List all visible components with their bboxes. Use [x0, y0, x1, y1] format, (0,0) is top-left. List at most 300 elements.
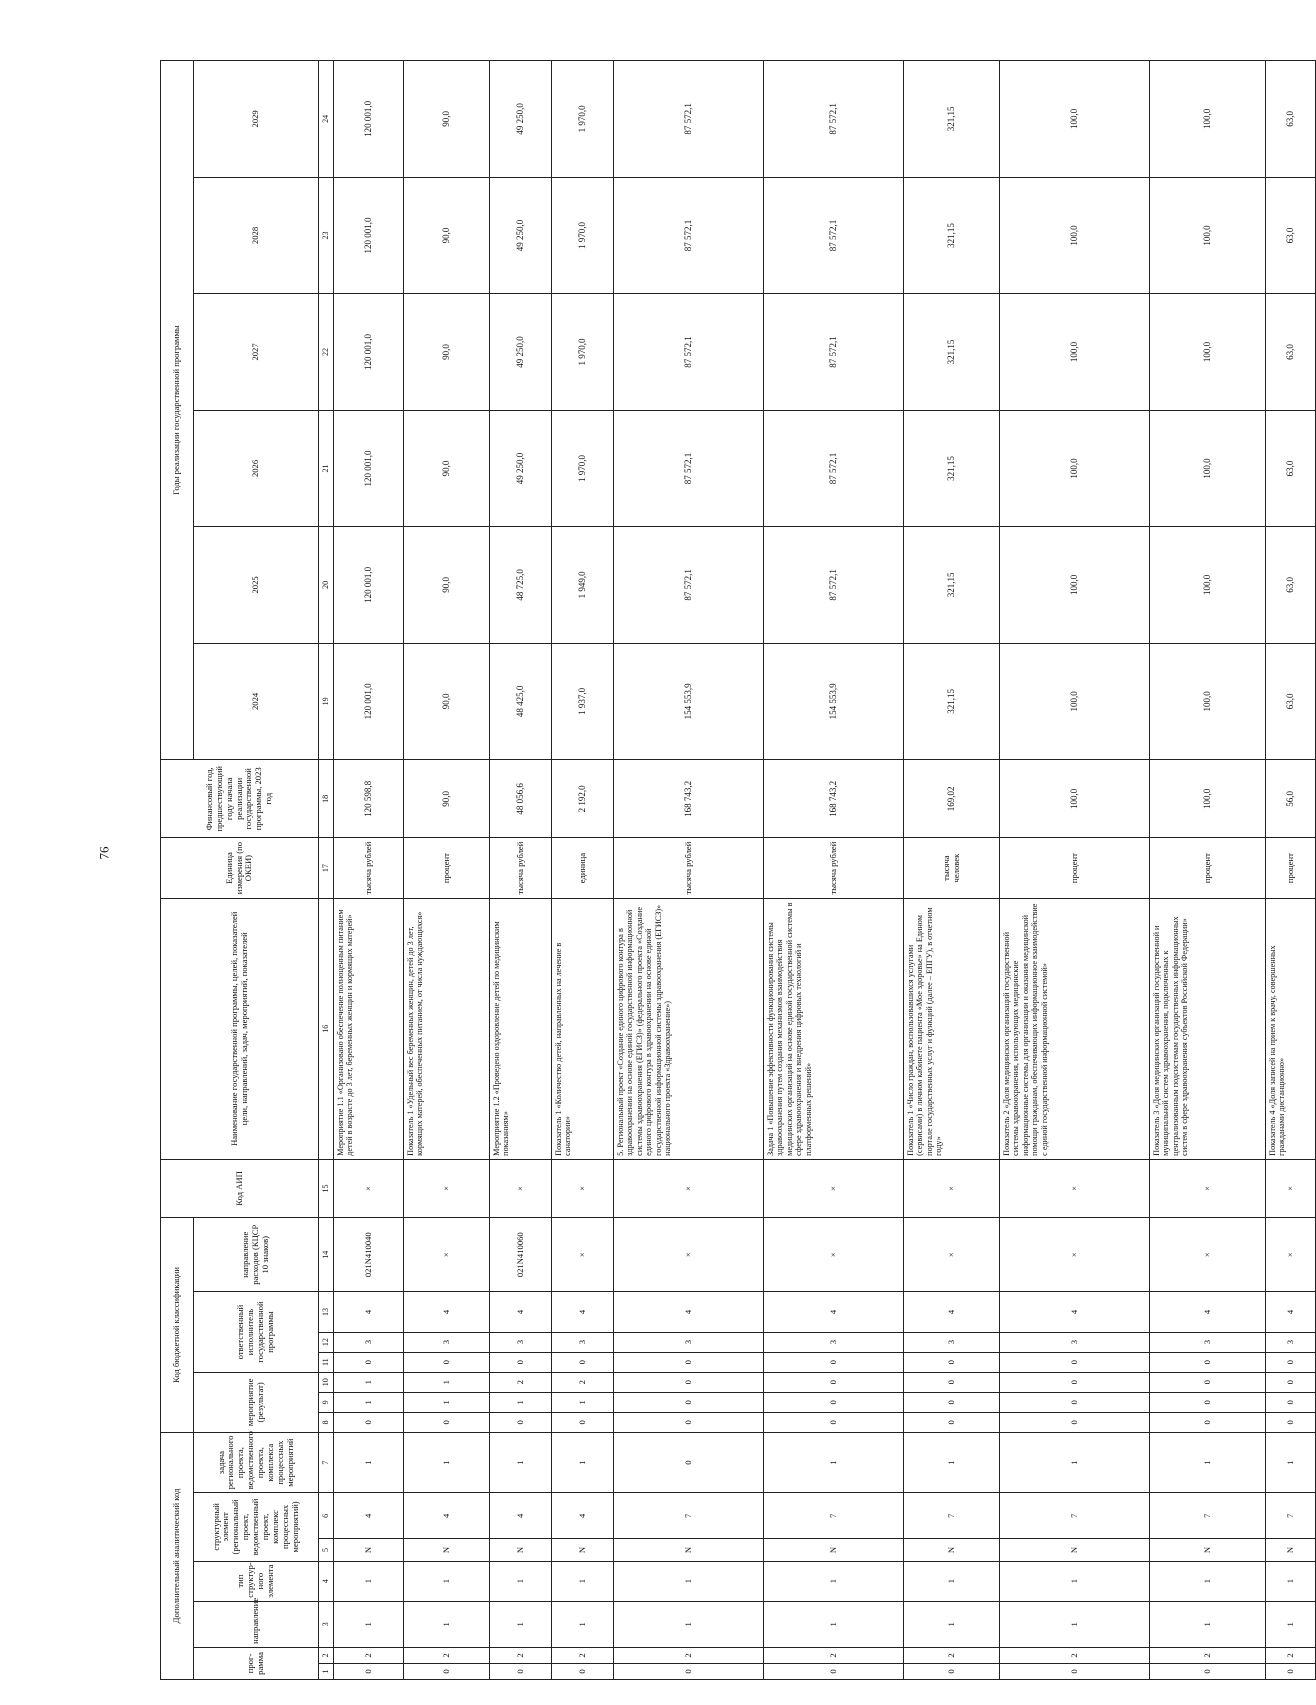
year-value: 90,0 [404, 61, 490, 178]
column-number: 24 [319, 61, 334, 178]
kcsr-cell: × [404, 1218, 490, 1292]
year-value: 63,0 [1266, 527, 1316, 643]
code-cell: 1 [552, 1432, 614, 1492]
struct-element-header: структурный элемент (региональный проект, ведомственный проект, комплекс процессных мероприятий) [194, 1493, 319, 1561]
column-number: 1 [319, 1663, 334, 1679]
code-cell: 4 [490, 1493, 552, 1539]
code-cell: 0 [764, 1372, 904, 1392]
table-row [1150, 61, 1266, 1680]
year-value: 120 001,0 [334, 643, 404, 759]
year-value: 49 250,0 [490, 61, 552, 178]
code-cell: 0 [1266, 1663, 1316, 1679]
year-value: 100,0 [1000, 177, 1150, 293]
code-cell: 1 [334, 1392, 404, 1412]
code-cell: 4 [404, 1292, 490, 1332]
code-cell: 0 [1000, 1372, 1150, 1392]
code-cell: 1 [764, 1561, 904, 1601]
code-cell: 0 [334, 1352, 404, 1372]
code-cell: 7 [904, 1493, 1000, 1539]
analytic-code-header: Дополнительный аналитический код [161, 1432, 194, 1679]
code-cell: 1 [1150, 1601, 1266, 1647]
code-cell: 0 [904, 1392, 1000, 1412]
year-value: 87 572,1 [764, 410, 904, 526]
code-cell: 7 [614, 1493, 764, 1539]
code-cell: 4 [334, 1292, 404, 1332]
year-value: 49 250,0 [490, 410, 552, 526]
unit-cell: единица [552, 838, 614, 898]
column-number: 22 [319, 294, 334, 410]
table-row [1000, 61, 1150, 1680]
code-cell: 0 [614, 1432, 764, 1492]
code-cell: 4 [404, 1493, 490, 1539]
aip-cell: × [764, 1159, 904, 1217]
kcsr-cell: 021N410040 [334, 1218, 404, 1292]
aip-cell: × [404, 1159, 490, 1217]
code-cell: 3 [552, 1332, 614, 1352]
code-cell: N [404, 1539, 490, 1561]
code-cell: 3 [334, 1332, 404, 1352]
code-cell: N [1000, 1539, 1150, 1561]
code-cell: 1 [334, 1372, 404, 1392]
code-cell: 4 [490, 1292, 552, 1332]
code-cell: 0 [334, 1663, 404, 1679]
code-cell: 1 [490, 1392, 552, 1412]
code-cell: 0 [1266, 1372, 1316, 1392]
code-cell: 0 [764, 1412, 904, 1432]
year-value: 100,0 [1150, 294, 1266, 410]
code-cell: 0 [764, 1392, 904, 1412]
code-cell: 0 [490, 1352, 552, 1372]
code-cell: 4 [614, 1292, 764, 1332]
name-cell: Мероприятие 1.1 «Организовано обеспечение полноценным питанием детей в возрасте до 3 лет, беременных женщин и кормящих матерей» [334, 898, 404, 1159]
code-cell: 0 [614, 1412, 764, 1432]
table-body [334, 61, 1316, 1680]
code-cell: 2 [552, 1647, 614, 1663]
program-table [160, 60, 1316, 1680]
code-cell: 0 [552, 1412, 614, 1432]
name-cell: Мероприятие 1.2 «Проведено оздоровление детей по медицинским показаниям» [490, 898, 552, 1159]
kcsr-cell: × [1150, 1218, 1266, 1292]
year-value: 321,15 [904, 410, 1000, 526]
year-value: 1 970,0 [552, 177, 614, 293]
aip-cell: × [1150, 1159, 1266, 1217]
code-cell: 1 [490, 1601, 552, 1647]
base-year-value: 48 056,6 [490, 760, 552, 838]
year-value: 90,0 [404, 177, 490, 293]
years-title-header: Годы реализации государственной программы [161, 61, 194, 760]
column-number: 4 [319, 1561, 334, 1601]
year-value: 100,0 [1000, 643, 1150, 759]
code-cell: 0 [490, 1663, 552, 1679]
year-value: 1 970,0 [552, 61, 614, 178]
column-number: 21 [319, 410, 334, 526]
code-cell: 0 [614, 1663, 764, 1679]
year-value: 100,0 [1150, 643, 1266, 759]
year-value: 1 970,0 [552, 294, 614, 410]
year-value: 1 937,0 [552, 643, 614, 759]
year-value: 100,0 [1000, 61, 1150, 178]
program-header: прог-рамма [194, 1647, 319, 1679]
year-value: 100,0 [1000, 294, 1150, 410]
name-cell: Показатель 3 «Доля медицинских организаций государственной и муниципальной систем здравоохранения, подключенных к централизованным подсистемам государственных информационных систем в сфере здравоохранения субъектов Российской Федерации» [1150, 898, 1266, 1159]
year-value: 48 725,0 [490, 527, 552, 643]
code-cell: 0 [552, 1663, 614, 1679]
year-value: 321,15 [904, 643, 1000, 759]
struct-type-header: тип структур-ного элемента [194, 1561, 319, 1601]
code-cell: 3 [614, 1332, 764, 1352]
year-value: 63,0 [1266, 177, 1316, 293]
code-cell: 0 [1000, 1352, 1150, 1372]
year-value: 63,0 [1266, 643, 1316, 759]
code-cell: 4 [334, 1493, 404, 1539]
aip-cell: × [490, 1159, 552, 1217]
code-cell: 0 [1000, 1392, 1150, 1412]
code-cell: 0 [1150, 1352, 1266, 1372]
column-number: 12 [319, 1332, 334, 1352]
year-value: 87 572,1 [614, 61, 764, 178]
code-cell: 1 [552, 1561, 614, 1601]
kcsr-cell: × [552, 1218, 614, 1292]
code-cell: 1 [334, 1561, 404, 1601]
year-value: 154 553,9 [614, 643, 764, 759]
table-row [552, 61, 614, 1680]
code-cell: 1 [1000, 1432, 1150, 1492]
rotated-sheet-wrapper [160, 60, 1296, 1680]
name-cell: Показатель 2 «Доля медицинских организаций государственной системы здравоохранения, использующих медицинские информационные системы для организации и оказания медицинской помощи гражданам, обеспечивающих информационное взаимодействие с единой государственной информационной системой» [1000, 898, 1150, 1159]
year-value: 48 425,0 [490, 643, 552, 759]
code-cell: 2 [614, 1647, 764, 1663]
year-value: 120 001,0 [334, 177, 404, 293]
year-value: 87 572,1 [764, 177, 904, 293]
year-header: 2025 [194, 527, 319, 643]
year-header: 2026 [194, 410, 319, 526]
code-cell: 1 [1266, 1432, 1316, 1492]
year-value: 100,0 [1150, 527, 1266, 643]
year-value: 1 970,0 [552, 410, 614, 526]
column-number: 23 [319, 177, 334, 293]
year-value: 87 572,1 [614, 527, 764, 643]
code-cell: 4 [904, 1292, 1000, 1332]
code-cell: 1 [614, 1601, 764, 1647]
code-cell: 0 [404, 1663, 490, 1679]
table-row [334, 61, 404, 1680]
year-value: 100,0 [1150, 410, 1266, 526]
code-cell: 7 [1150, 1493, 1266, 1539]
code-cell: 1 [1000, 1601, 1150, 1647]
year-value: 100,0 [1000, 410, 1150, 526]
code-cell: 3 [1266, 1332, 1316, 1352]
year-value: 154 553,9 [764, 643, 904, 759]
code-cell: N [904, 1539, 1000, 1561]
code-cell: 1 [404, 1392, 490, 1412]
code-cell: 0 [614, 1352, 764, 1372]
code-cell: 4 [552, 1292, 614, 1332]
code-cell: 1 [1266, 1601, 1316, 1647]
code-cell: 0 [614, 1372, 764, 1392]
table-row [490, 61, 552, 1680]
kcsr-cell: × [1266, 1218, 1316, 1292]
code-cell: 4 [1266, 1292, 1316, 1332]
code-cell: N [614, 1539, 764, 1561]
code-cell: 1 [490, 1432, 552, 1492]
year-value: 120 001,0 [334, 527, 404, 643]
code-cell: 0 [552, 1352, 614, 1372]
name-cell: Показатель 4 «Доля записей на прием к врачу, совершенных гражданами дистанционно» [1266, 898, 1316, 1159]
unit-cell: тысяча рублей [614, 838, 764, 898]
column-number: 18 [319, 760, 334, 838]
year-value: 90,0 [404, 410, 490, 526]
name-cell: Задача 1 «Повышение эффективности функционирования системы здравоохранения путем создания механизмов взаимодействия медицинских организаций на основе единой государственной системы в сфере здравоохранения и внедрения цифровых технологий и платформенных решений» [764, 898, 904, 1159]
aip-code-header: Код АИП [161, 1159, 319, 1217]
year-value: 120 001,0 [334, 61, 404, 178]
base-year-value: 56,0 [1266, 760, 1316, 838]
column-number: 17 [319, 838, 334, 898]
base-year-value: 168 743,2 [764, 760, 904, 838]
code-cell: 7 [1000, 1493, 1150, 1539]
code-cell: 0 [404, 1352, 490, 1372]
code-cell: 1 [614, 1561, 764, 1601]
aip-cell: × [1000, 1159, 1150, 1217]
column-number: 2 [319, 1647, 334, 1663]
year-value: 321,15 [904, 61, 1000, 178]
code-cell: 1 [404, 1432, 490, 1492]
column-number: 13 [319, 1292, 334, 1332]
column-number: 14 [319, 1218, 334, 1292]
column-number: 7 [319, 1432, 334, 1492]
year-value: 87 572,1 [614, 410, 764, 526]
code-cell: 7 [764, 1493, 904, 1539]
code-cell: 0 [1266, 1392, 1316, 1412]
base-year-value: 2 192,0 [552, 760, 614, 838]
code-cell: 0 [764, 1352, 904, 1372]
base-year-value: 120 598,8 [334, 760, 404, 838]
executor-header: ответственный исполнитель государственной программы [194, 1292, 319, 1372]
code-cell: 1 [904, 1601, 1000, 1647]
year-value: 321,15 [904, 177, 1000, 293]
year-value: 87 572,1 [764, 61, 904, 178]
kcsr-cell: × [1000, 1218, 1150, 1292]
column-number-row [319, 61, 334, 1680]
direction-header: направление [194, 1601, 319, 1647]
code-cell: 0 [1266, 1352, 1316, 1372]
code-cell: 1 [764, 1432, 904, 1492]
column-number: 11 [319, 1352, 334, 1372]
base-year-value: 100,0 [1150, 760, 1266, 838]
year-value: 49 250,0 [490, 294, 552, 410]
base-year-value: 100,0 [1000, 760, 1150, 838]
code-cell: 1 [404, 1601, 490, 1647]
column-number: 6 [319, 1493, 334, 1539]
unit-cell: процент [1150, 838, 1266, 898]
code-cell: N [764, 1539, 904, 1561]
code-cell: 0 [614, 1392, 764, 1412]
code-cell: 2 [334, 1647, 404, 1663]
code-cell: 3 [404, 1332, 490, 1352]
unit-cell: процент [1266, 838, 1316, 898]
year-value: 1 949,0 [552, 527, 614, 643]
name-header: Наименование государственной программы, целей, показателей цели, направлений, задач, мероприятий, показателей [161, 898, 319, 1159]
code-cell: 3 [1150, 1332, 1266, 1352]
name-cell: Показатель 1 «Число граждан, воспользовавшихся услугами (сервисами) в личном кабинете пациента «Мое здоровье» на Едином портале государственных услуг и функций (далее – ЕПГУ), в отчетном году» [904, 898, 1000, 1159]
code-cell: 1 [1150, 1561, 1266, 1601]
year-value: 321,15 [904, 527, 1000, 643]
year-value: 63,0 [1266, 61, 1316, 178]
code-cell: 0 [1150, 1412, 1266, 1432]
kcsr-cell: × [764, 1218, 904, 1292]
code-cell: 2 [490, 1647, 552, 1663]
code-cell: 1 [334, 1601, 404, 1647]
aip-cell: × [1266, 1159, 1316, 1217]
base-year-value: 168 743,2 [614, 760, 764, 838]
code-cell: 1 [904, 1561, 1000, 1601]
aip-cell: × [552, 1159, 614, 1217]
year-value: 87 572,1 [764, 294, 904, 410]
column-number: 16 [319, 898, 334, 1159]
year-value: 63,0 [1266, 294, 1316, 410]
year-value: 100,0 [1150, 177, 1266, 293]
code-cell: 2 [1150, 1647, 1266, 1663]
year-value: 90,0 [404, 527, 490, 643]
code-cell: 0 [764, 1663, 904, 1679]
column-number: 20 [319, 527, 334, 643]
column-number: 9 [319, 1392, 334, 1412]
code-cell: 1 [404, 1561, 490, 1601]
code-cell: 3 [490, 1332, 552, 1352]
code-cell: 2 [764, 1647, 904, 1663]
column-number: 10 [319, 1372, 334, 1392]
year-value: 120 001,0 [334, 410, 404, 526]
year-value: 87 572,1 [614, 294, 764, 410]
unit-cell: тысяча рублей [764, 838, 904, 898]
code-cell: 0 [1150, 1372, 1266, 1392]
code-cell: 1 [1000, 1561, 1150, 1601]
table-row [404, 61, 490, 1680]
code-cell: 1 [552, 1601, 614, 1647]
year-value: 90,0 [404, 643, 490, 759]
code-cell: 3 [904, 1332, 1000, 1352]
code-cell: 0 [1150, 1663, 1266, 1679]
budget-code-header: Код бюджетной классификации [161, 1218, 194, 1433]
code-cell: N [1150, 1539, 1266, 1561]
code-cell: 1 [1150, 1432, 1266, 1492]
code-cell: N [552, 1539, 614, 1561]
column-number: 15 [319, 1159, 334, 1217]
year-value: 100,0 [1000, 527, 1150, 643]
code-cell: 0 [904, 1412, 1000, 1432]
unit-cell: тысяча рублей [334, 838, 404, 898]
code-cell: 3 [1000, 1332, 1150, 1352]
base-year-value: 169,02 [904, 760, 1000, 838]
aip-cell: × [904, 1159, 1000, 1217]
year-header: 2028 [194, 177, 319, 293]
code-cell: 0 [1266, 1412, 1316, 1432]
code-cell: N [490, 1539, 552, 1561]
year-value: 49 250,0 [490, 177, 552, 293]
table-row [1266, 61, 1316, 1680]
expense-dir-header: направление расходов (КЦСР 10 знаков) [194, 1218, 319, 1292]
year-header: 2029 [194, 61, 319, 178]
table-row [904, 61, 1000, 1680]
code-cell: 4 [552, 1493, 614, 1539]
year-value: 87 572,1 [764, 527, 904, 643]
name-cell: Показатель 1 «Количество детей, направленных на лечение в санатории» [552, 898, 614, 1159]
column-number: 8 [319, 1412, 334, 1432]
code-cell: 0 [1150, 1392, 1266, 1412]
code-cell: 1 [904, 1432, 1000, 1492]
code-cell: 2 [904, 1647, 1000, 1663]
code-cell: 1 [764, 1601, 904, 1647]
aip-cell: × [614, 1159, 764, 1217]
fin-year-header: Финансовый год, предшествующий году начала реализации государственной программы, 2023 год [161, 760, 319, 838]
code-cell: N [334, 1539, 404, 1561]
column-number: 19 [319, 643, 334, 759]
code-cell: 4 [764, 1292, 904, 1332]
column-number: 3 [319, 1601, 334, 1647]
code-cell: 0 [404, 1412, 490, 1432]
code-cell: 0 [1000, 1663, 1150, 1679]
code-cell: 2 [1000, 1647, 1150, 1663]
name-cell: Показатель 1 «Удельный вес беременных женщин, детей до 3 лет, кормящих матерей, обеспеченных питанием, от числа нуждающихся» [404, 898, 490, 1159]
table-row [764, 61, 904, 1680]
unit-cell: процент [1000, 838, 1150, 898]
code-cell: 2 [1266, 1647, 1316, 1663]
code-cell: 1 [552, 1392, 614, 1412]
name-cell: 5. Региональный проект «Создание единого цифрового контура в здравоохранении на основе единой государственной информационной системы здравоохранения (ЕГИСЗ)» (федерального проекта «Создание единого цифрового контура в здравоохранении на основе единой государственной информационной системы здравоохранения (ЕГИСЗ)» национального проекта «Здравоохранение») [614, 898, 764, 1159]
code-cell: 0 [490, 1412, 552, 1432]
code-cell: 0 [904, 1663, 1000, 1679]
unit-header: Единица измерения (по ОКЕИ) [161, 838, 319, 898]
unit-cell: тысяча рублей [490, 838, 552, 898]
code-cell: 0 [334, 1412, 404, 1432]
code-cell: 7 [1266, 1493, 1316, 1539]
code-cell: 0 [904, 1352, 1000, 1372]
base-year-value: 90,0 [404, 760, 490, 838]
unit-cell: тысяча человек [904, 838, 1000, 898]
code-cell: 1 [334, 1432, 404, 1492]
page-number: 76 [96, 846, 112, 860]
year-value: 120 001,0 [334, 294, 404, 410]
activity-header: мероприятие (результат) [194, 1372, 319, 1432]
year-value: 87 572,1 [614, 177, 764, 293]
code-cell: 1 [1266, 1561, 1316, 1601]
code-cell: 2 [490, 1372, 552, 1392]
code-cell: 1 [404, 1372, 490, 1392]
code-cell: N [1266, 1539, 1316, 1561]
year-header: 2024 [194, 643, 319, 759]
kcsr-cell: 021N410060 [490, 1218, 552, 1292]
table-row [614, 61, 764, 1680]
code-cell: 0 [1000, 1412, 1150, 1432]
kcsr-cell: × [614, 1218, 764, 1292]
task-header: задача регионального проекта, ведомственного проекта, комплекса процессных мероприятий [194, 1432, 319, 1492]
year-value: 321,15 [904, 294, 1000, 410]
year-value: 100,0 [1150, 61, 1266, 178]
code-cell: 2 [404, 1647, 490, 1663]
code-cell: 2 [552, 1372, 614, 1392]
rotated-table-sheet [160, 60, 1296, 1680]
code-cell: 1 [490, 1561, 552, 1601]
code-cell: 4 [1000, 1292, 1150, 1332]
year-value: 90,0 [404, 294, 490, 410]
year-header: 2027 [194, 294, 319, 410]
code-cell: 0 [904, 1372, 1000, 1392]
code-cell: 4 [1150, 1292, 1266, 1332]
column-number: 5 [319, 1539, 334, 1561]
kcsr-cell: × [904, 1218, 1000, 1292]
code-cell: 3 [764, 1332, 904, 1352]
aip-cell: × [334, 1159, 404, 1217]
unit-cell: процент [404, 838, 490, 898]
